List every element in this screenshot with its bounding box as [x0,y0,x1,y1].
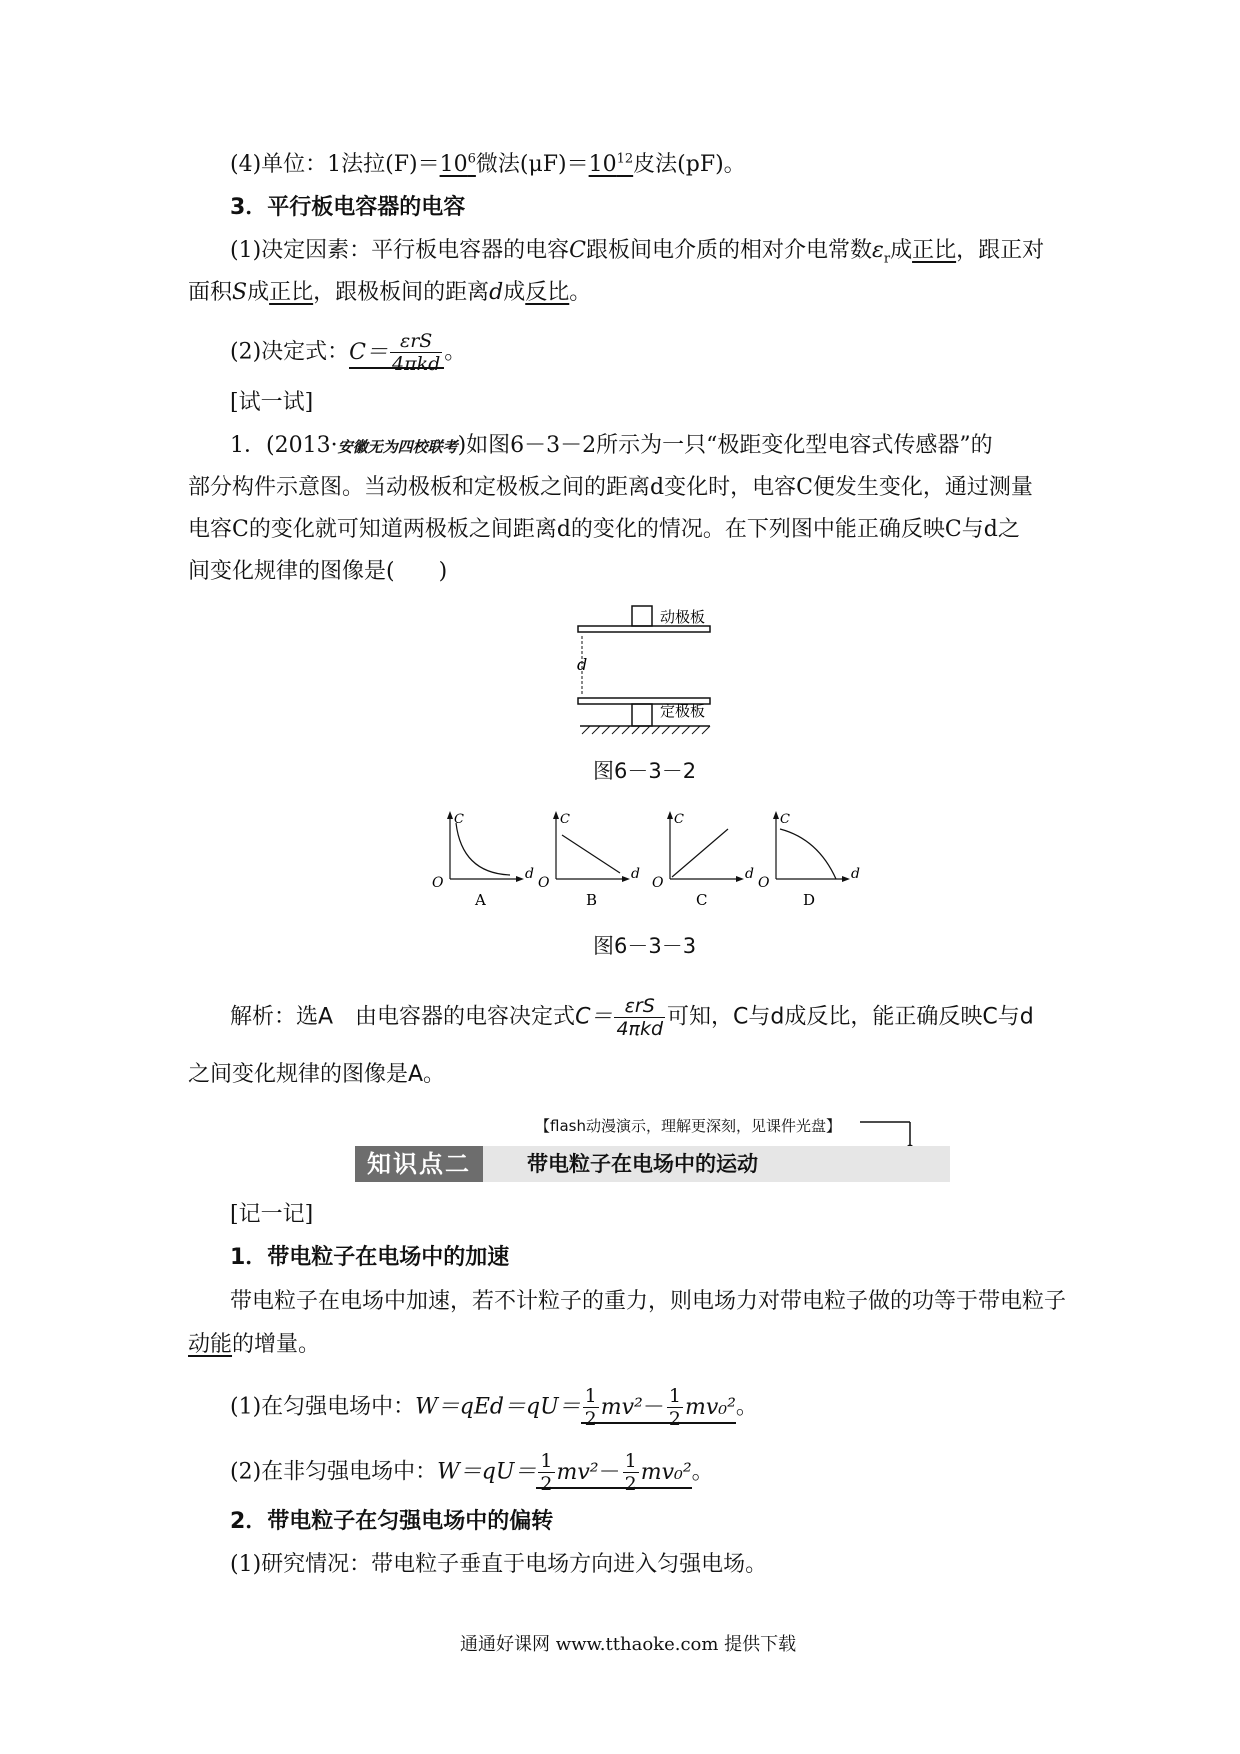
f1-h1-den: 2 [584,1408,597,1430]
graph-b-origin: O [538,875,550,891]
f1-mv02: mv₀² [684,1394,736,1420]
formula-lhs: C＝ [349,339,389,365]
sec1-para-b-rest: 的增量。 [232,1332,321,1357]
f2-h1-den: 2 [540,1473,553,1495]
question-line-4: 间变化规律的图像是( ) [188,559,448,584]
figure-632-caption: 图6－3－2 [593,759,697,783]
factors-line-1: (1)决定因素：平行板电容器的电容C跟板间电介质的相对介电常数$\varepsilon_r$成正比，跟正对 [230,238,1045,267]
graph-d [758,811,860,909]
graph-d-letter: D [803,891,816,909]
graph-c-origin: O [652,875,664,891]
question-source: 安徽无为四校联考 [337,438,458,456]
f1-rhs [581,1385,736,1430]
sec2-heading: 2．带电粒子在匀强电场中的偏转 [230,1509,554,1534]
graph-d-origin: O [758,875,770,891]
f1-minus: － [642,1394,665,1420]
f1-half-2 [667,1385,683,1430]
f1-mv2: mv² [600,1394,643,1420]
remember-heading: [记一记] [230,1202,314,1227]
formula-end: 。 [444,339,467,365]
f2-prefix: (2)在非匀强电场中： [230,1459,438,1485]
f2-h1-num: 1 [540,1450,553,1472]
section-3-heading: 3．平行板电容器的电容 [230,195,466,220]
question-line-2: 部分构件示意图。当动极板和定极板之间的距离d变化时，电容C便发生变化，通过测量 [188,475,1033,500]
formula-uniform [230,1385,758,1430]
f2-mv2: mv² [556,1459,599,1485]
graph-d-x-label: d [851,866,860,882]
graph-b-x-label: d [631,866,640,882]
moving-plate-label: 动极板 [660,608,706,626]
section-header [355,1146,950,1182]
capacitance-formula [349,330,444,375]
graph-c-letter: C [696,891,708,909]
section-tag: 知识点二 [355,1146,483,1182]
fixed-plate-label: 定极板 [660,702,706,720]
f2-half-2 [623,1450,639,1495]
f1-h2-num: 1 [668,1385,681,1407]
question-number: 1．(2013· [230,433,338,458]
graph-b-letter: B [586,891,598,909]
answer-den: 4πkd [616,1018,664,1040]
graph-b-y-label: C [560,812,570,827]
f2-half-1 [538,1450,554,1495]
f1-prefix: (1)在匀强电场中： [230,1394,416,1420]
factors-line-2: 面积S成正比，跟极板间的距离d成反比。 [188,280,592,305]
section-title: 带电粒子在电场中的运动 [527,1152,758,1176]
answer-lhs: C＝ [575,1004,613,1030]
units-text: (4)单位：1法拉$(F)=10^6$微法$(\mu F)=10^{12}$皮法(pF)。 [230,151,746,177]
graph-a-origin: O [432,875,444,891]
gap-label: d [577,655,588,674]
graph-d-y-label: C [780,812,790,827]
answer-line-1 [230,995,1034,1040]
f1-body: W＝qEd＝qU＝ [415,1394,581,1420]
answer-pre: 解析：选A 由电容器的电容决定式 [230,1004,576,1030]
question-line-1 [230,431,993,462]
units-line [230,150,746,180]
formula-line [230,330,466,375]
answer-fraction [614,995,665,1040]
f1-half-1 [583,1385,599,1430]
answer-num: εrS [614,995,665,1018]
question-line-3: 电容C的变化就可知道两极板之间距离d的变化的情况。在下列图中能正确反映C与d之 [188,517,1020,542]
f2-minus: － [598,1459,621,1485]
question-text-a: )如图6－3－2所示为一只“极距变化型电容式传感器”的 [457,433,993,458]
sensor-diagram [570,600,720,735]
graph-c [652,811,754,909]
kinetic-energy-term: 动能 [188,1332,233,1357]
f2-mv02: mv₀² [640,1459,692,1485]
answer-post: 可知，C与d成反比，能正确反映C与d [667,1004,1034,1030]
f2-h2-num: 1 [624,1450,637,1472]
f1-h1-num: 1 [584,1385,597,1407]
graph-a-y-label: C [454,812,464,827]
formula-den: 4πkd [392,353,441,375]
f2-rhs [536,1450,692,1495]
sec1-para-b [188,1330,320,1360]
graph-c-y-label: C [674,812,684,827]
answer-line-2: 之间变化规律的图像是A。 [188,1062,446,1087]
graph-a [432,811,534,909]
try-heading: [试一试] [230,390,314,415]
f2-body: W＝qU＝ [437,1459,537,1485]
f2-h2-den: 2 [624,1473,637,1495]
sec2-para-1: (1)研究情况：带电粒子垂直于电场方向进入匀强电场。 [230,1552,768,1577]
f1-h2-den: 2 [668,1408,681,1430]
f2-end: 。 [691,1459,714,1485]
formula-num: εrS [390,330,442,353]
graph-a-letter: A [475,891,486,909]
page-footer: 通通好课网 www.tthaoke.com 提供下载 [460,1634,797,1655]
sec1-para-a: 带电粒子在电场中加速，若不计粒子的重力，则电场力对带电粒子做的功等于带电粒子 [230,1289,1067,1314]
figure-633-caption: 图6－3－3 [593,934,697,958]
f1-end: 。 [735,1394,758,1420]
flash-note: 【flash动漫演示，理解更深刻，见课件光盘】 [535,1117,841,1135]
graph-c-x-label: d [745,866,754,882]
graph-a-x-label: d [525,866,534,882]
formula-fraction [390,330,442,375]
graph-b [538,811,640,909]
sec1-heading: 1．带电粒子在电场中的加速 [230,1245,510,1270]
formula-nonuniform [230,1450,714,1495]
formula-prefix: (2)决定式： [230,339,350,365]
graphs-figure [428,805,868,915]
